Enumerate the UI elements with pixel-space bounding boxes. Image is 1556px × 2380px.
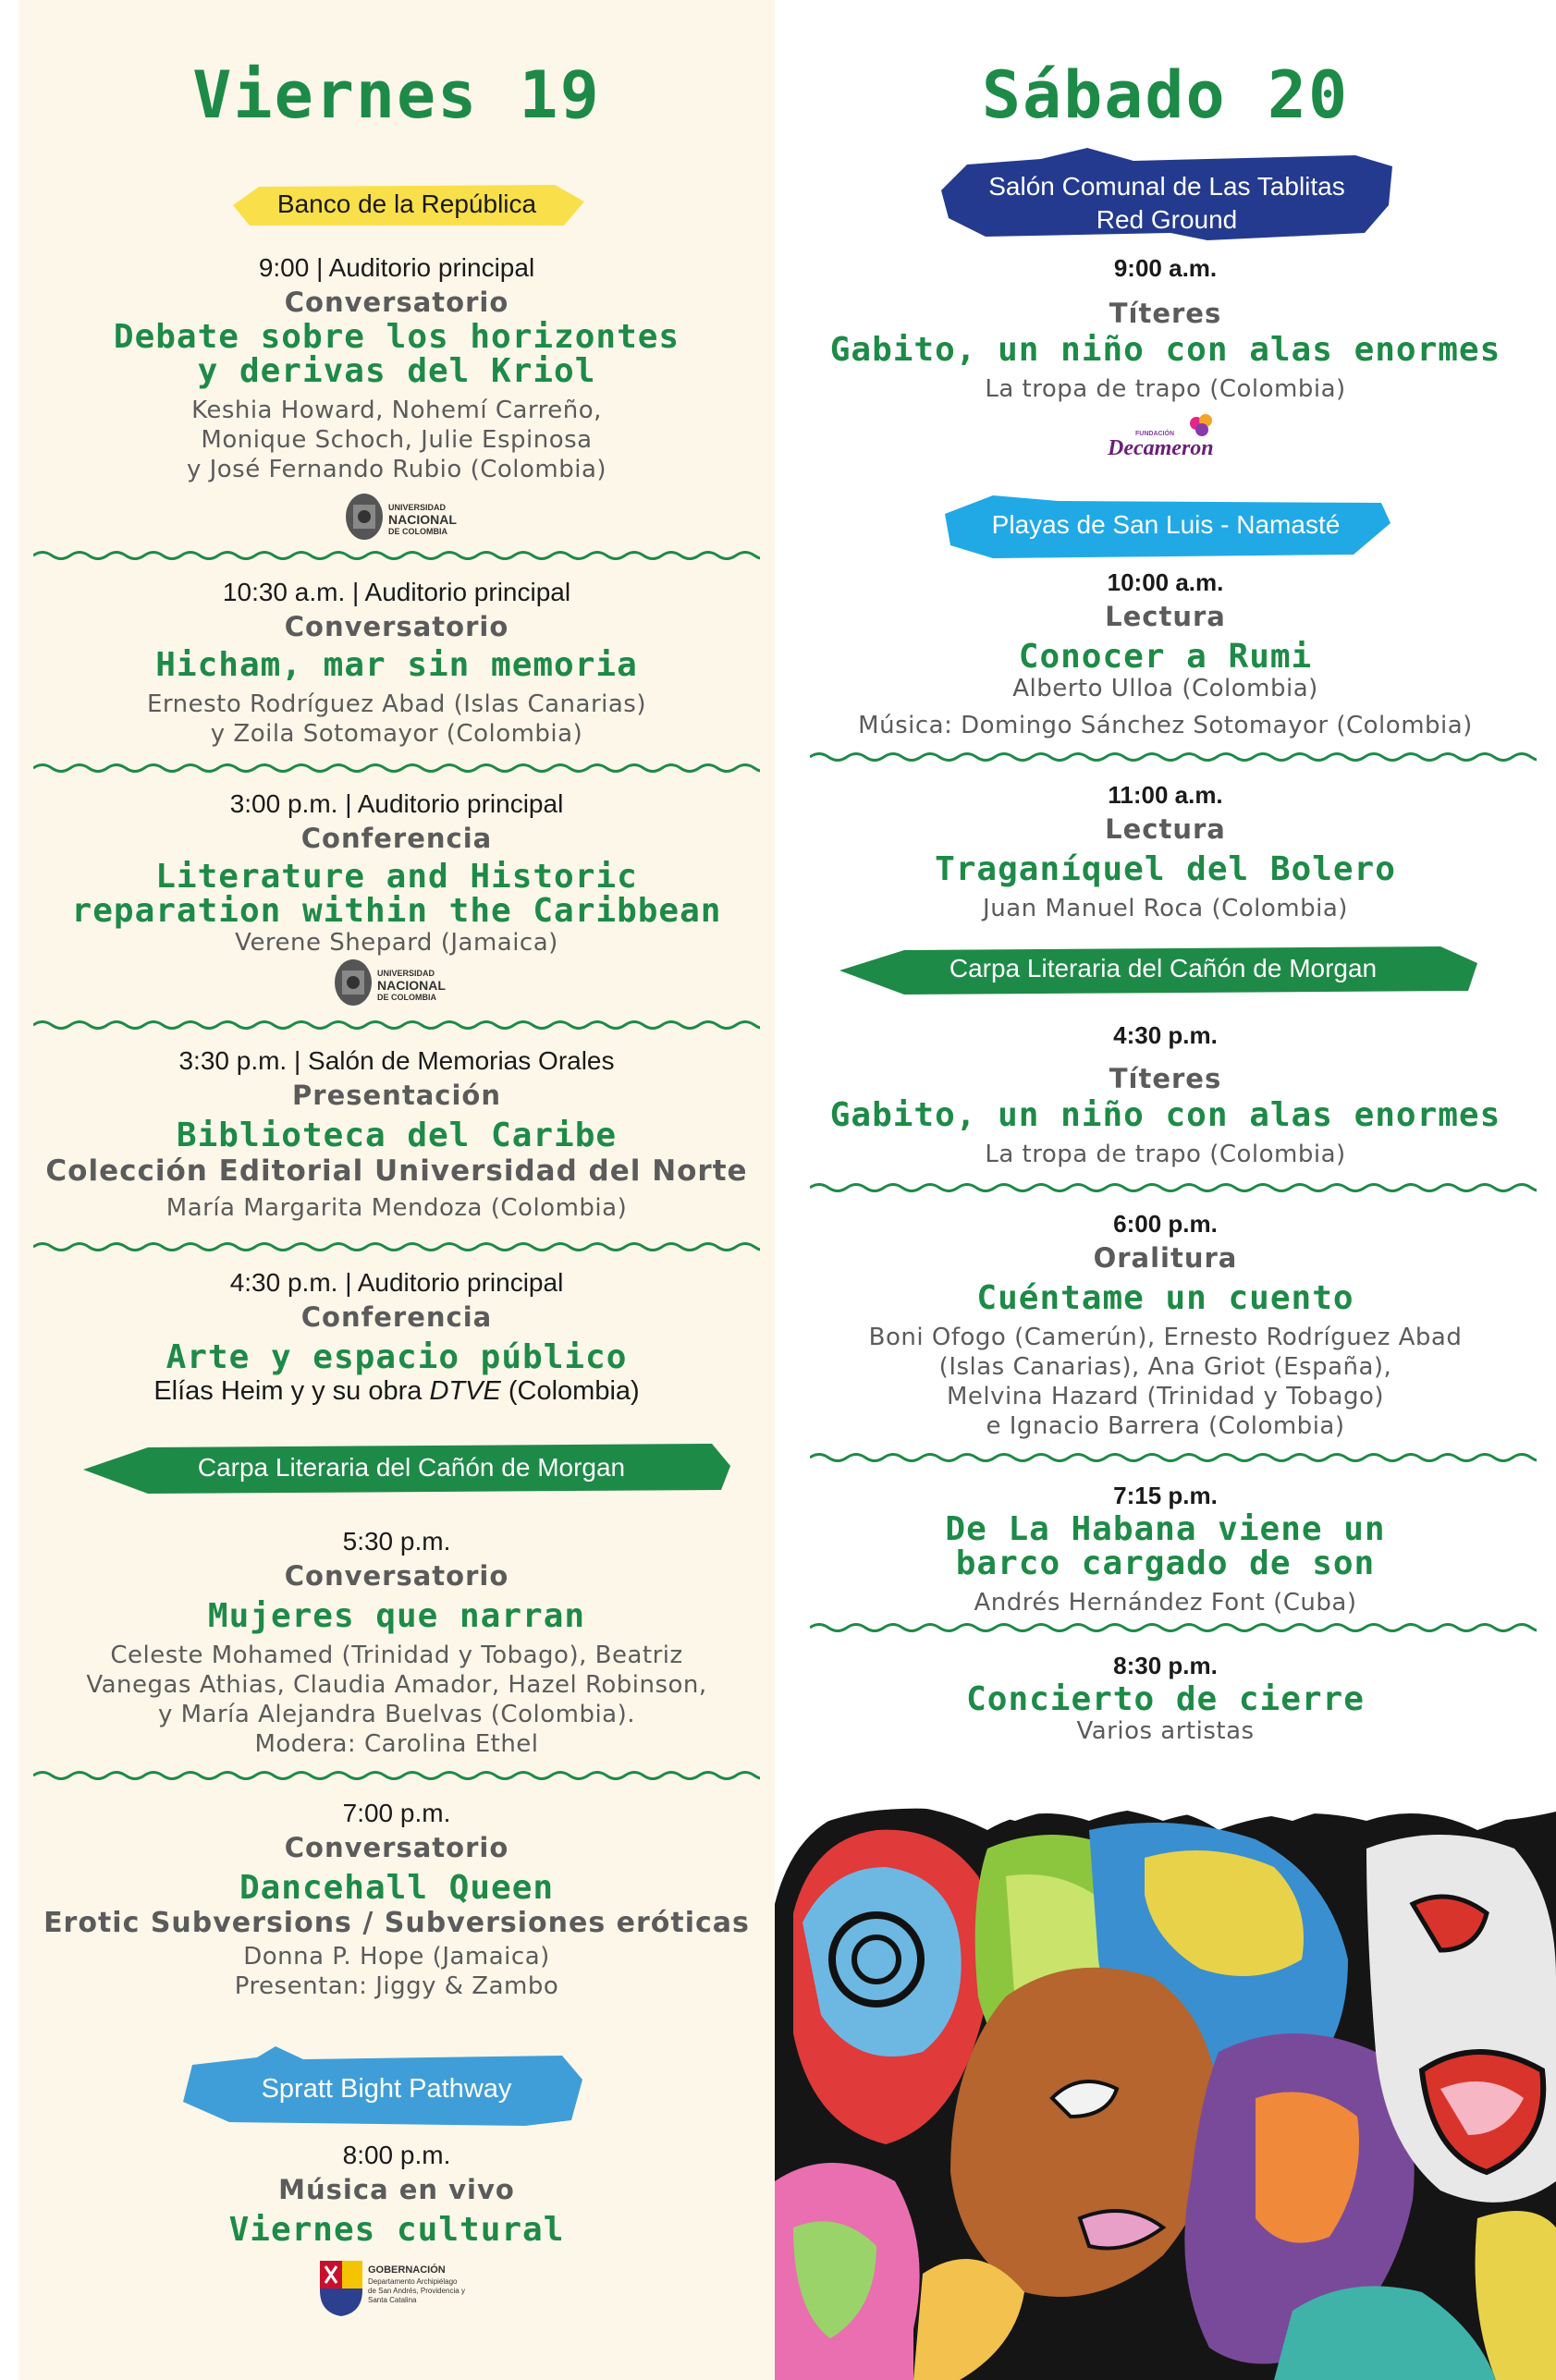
event-title: Gabito, un niño con alas enormes: [829, 1096, 1501, 1134]
event-people: Andrés Hernández Font (Cuba): [974, 1589, 1357, 1617]
people-text: Elías Heim y y su obra: [153, 1376, 430, 1406]
event-viernes-cultural: [18, 2139, 775, 2247]
venue-carpa-literaria: [83, 1438, 740, 1497]
event-time: 5:30 p.m.: [342, 1527, 451, 1556]
event-time: 9:00 a.m.: [1113, 254, 1218, 282]
event-mujeres-que-narran: [18, 1525, 775, 1759]
event-title: Concierto de cierre: [966, 1680, 1365, 1718]
logo-text: Santa Catalina: [368, 2296, 417, 2304]
event-time: 4:30 p.m.: [1113, 1021, 1218, 1049]
event-category: Lectura: [1105, 813, 1226, 845]
event-category: Conversatorio: [284, 287, 509, 318]
venue-label: Banco de la República: [276, 189, 537, 218]
event-category: Conferencia: [300, 1301, 493, 1333]
event-category: Conversatorio: [284, 1560, 509, 1592]
event-cuentame-cuento: [775, 1207, 1556, 1441]
event-category: Lectura: [1105, 601, 1226, 632]
divider-wave: [33, 1019, 760, 1031]
event-people: Vanegas Athias, Claudia Amador, Hazel Robinson,: [86, 1671, 707, 1699]
event-time: 6:00 p.m.: [1113, 1210, 1218, 1238]
event-time: 3:00 p.m. | Auditorio principal: [229, 789, 564, 818]
event-conocer-rumi: [775, 566, 1556, 740]
event-debate-kriol: [18, 251, 775, 484]
event-category: Conferencia: [300, 823, 493, 854]
event-people: La tropa de trapo (Colombia): [985, 1141, 1346, 1168]
friday-column: [18, 0, 775, 2380]
event-title: Literature and Historic: [155, 858, 638, 896]
event-category: Presentación: [292, 1080, 501, 1111]
venue-carpa-literaria: [839, 941, 1487, 998]
event-music: Música: Domingo Sánchez Sotomayor (Colombia): [858, 712, 1473, 739]
event-people: [18, 1374, 775, 1408]
event-title: Cuéntame un cuento: [976, 1279, 1354, 1317]
venue-label: Carpa Literaria del Cañón de Morgan: [949, 954, 1378, 983]
event-people: Ernesto Rodríguez Abad (Islas Canarias): [146, 690, 646, 718]
event-arte-espacio-publico: [18, 1266, 775, 1408]
event-people: Varios artistas: [1076, 1717, 1255, 1745]
event-time: 10:00 a.m.: [1107, 568, 1224, 596]
logo-text: NACIONAL: [388, 512, 457, 527]
event-title: De La Habana viene un: [945, 1510, 1386, 1548]
event-people: y María Alejandra Buelvas (Colombia).: [157, 1701, 636, 1728]
event-people: Verene Shepard (Jamaica): [235, 929, 558, 957]
logo-text: DE COLOMBIA: [388, 527, 447, 536]
event-category: Conversatorio: [284, 611, 509, 642]
event-gabito-morning: [775, 251, 1556, 404]
logo-text: UNIVERSIDAD: [377, 969, 435, 978]
venue-label: Spratt Bight Pathway: [261, 2074, 512, 2104]
event-people: La tropa de trapo (Colombia): [985, 375, 1346, 403]
event-title: Conocer a Rumi: [1018, 638, 1313, 676]
logo-universidad-nacional: [333, 958, 472, 1007]
event-title: Traganíquel del Bolero: [935, 850, 1396, 888]
event-hicham: [18, 576, 775, 749]
event-time: 3:30 p.m. | Salón de Memorias Orales: [178, 1046, 615, 1075]
event-subtitle: Colección Editorial Universidad del Norte: [45, 1154, 748, 1188]
venue-playas-san-luis: [937, 490, 1394, 564]
crest-icon: [333, 958, 374, 1007]
divider-wave: [33, 549, 760, 562]
event-people: Melvina Hazard (Trinidad y Tobago): [946, 1383, 1385, 1410]
logo-text: DE COLOMBIA: [377, 993, 436, 1002]
event-people: Boni Ofogo (Camerún), Ernesto Rodríguez Abad: [868, 1324, 1463, 1351]
event-time: 4:30 p.m. | Auditorio principal: [229, 1268, 564, 1297]
logo-gobernacion: [318, 2259, 503, 2318]
venue-spratt-bight: [174, 2046, 599, 2135]
event-people: Juan Manuel Roca (Colombia): [983, 895, 1348, 922]
logo-text: de San Andrés, Providencia y: [368, 2287, 465, 2295]
event-title: reparation within the Caribbean: [71, 892, 722, 930]
logo-text: NACIONAL: [377, 978, 446, 993]
day-title-friday: Viernes 19: [192, 57, 601, 133]
event-subtitle: Erotic Subversions / Subversiones eróticas: [43, 1907, 750, 1939]
event-people: María Margarita Mendoza (Colombia): [165, 1194, 628, 1222]
event-time: 10:30 a.m. | Auditorio principal: [222, 578, 571, 606]
divider-wave: [33, 762, 760, 775]
event-habana-barco: [775, 1479, 1556, 1617]
day-title-saturday: Sábado 20: [981, 57, 1350, 133]
coat-of-arms-icon: [318, 2259, 364, 2316]
event-time: 7:15 p.m.: [1113, 1482, 1218, 1509]
crest-icon: [344, 492, 385, 542]
logo-text: UNIVERSIDAD: [388, 503, 447, 512]
event-time: 9:00 | Auditorio principal: [258, 253, 535, 282]
event-traganiquel-bolero: [775, 778, 1556, 923]
event-biblioteca-caribe: [18, 1044, 775, 1223]
event-literature-reparation: [18, 787, 775, 958]
event-title: Mujeres que narran: [207, 1597, 586, 1635]
divider-wave: [810, 1451, 1537, 1464]
event-people: Presentan: Jiggy & Zambo: [234, 1972, 559, 2000]
divider-wave: [810, 1621, 1537, 1634]
event-gabito-afternoon: [775, 1019, 1556, 1169]
event-people: (Islas Canarias), Ana Griot (España),: [938, 1353, 1392, 1381]
divider-wave: [33, 1769, 760, 1782]
venue-salon-tablitas: [930, 144, 1403, 248]
event-title: Biblioteca del Caribe: [176, 1117, 618, 1154]
event-time: 7:00 p.m.: [342, 1799, 451, 1827]
divider-wave: [810, 751, 1537, 763]
event-category: Conversatorio: [284, 1832, 509, 1863]
work-title: DTVE: [429, 1376, 501, 1406]
venue-label: Playas de San Luis - Namasté: [991, 510, 1341, 539]
event-title: Debate sobre los horizontes: [113, 318, 680, 356]
venue-label: Salón Comunal de Las Tablitas: [988, 172, 1345, 201]
venue-label: Red Ground: [1096, 205, 1238, 234]
divider-wave: [810, 1181, 1537, 1194]
event-category: Música en vivo: [278, 2174, 515, 2205]
event-concierto-cierre: [775, 1649, 1556, 1746]
event-title: y derivas del Kriol: [197, 352, 596, 390]
venue-banco-republica: [222, 181, 592, 229]
logo-text: Departamento Archipiélago: [368, 2277, 458, 2286]
decorative-collage-art: [775, 1793, 1556, 2380]
event-people: Alberto Ulloa (Colombia): [1012, 675, 1318, 702]
event-people: Donna P. Hope (Jamaica): [243, 1943, 550, 1971]
event-dancehall-queen: [18, 1797, 775, 2001]
event-title: Gabito, un niño con alas enormes: [829, 331, 1501, 369]
event-title: barco cargado de son: [955, 1544, 1376, 1582]
event-category: Títeres: [1109, 1063, 1222, 1094]
event-people: Monique Schoch, Julie Espinosa: [201, 426, 593, 454]
event-people: y José Fernando Rubio (Colombia): [186, 456, 607, 483]
event-title: Dancehall Queen: [239, 1869, 555, 1907]
event-title: Arte y espacio público: [165, 1338, 628, 1376]
event-title: Viernes cultural: [228, 2211, 565, 2249]
saturday-column: [775, 0, 1556, 2380]
venue-label: Carpa Literaria del Cañón de Morgan: [197, 1453, 626, 1482]
logo-text: GOBERNACIÓN: [368, 2264, 446, 2276]
people-text: (Colombia): [500, 1376, 640, 1406]
event-category: Oralitura: [1093, 1242, 1238, 1274]
divider-wave: [33, 1240, 760, 1253]
event-people: y Zoila Sotomayor (Colombia): [210, 720, 583, 748]
event-people: Keshia Howard, Nohemí Carreño,: [191, 397, 602, 424]
logo-fundacion-decameron: [1108, 412, 1228, 462]
logo-text: Decameron: [1108, 436, 1214, 460]
event-title: Hicham, mar sin memoria: [155, 646, 638, 684]
event-people: Celeste Mohamed (Trinidad y Tobago), Beatriz: [110, 1642, 683, 1669]
logo-text: FUNDACIÓN: [1135, 431, 1174, 437]
logo-universidad-nacional: [344, 492, 483, 542]
event-time: 8:00 p.m.: [342, 2141, 451, 2169]
event-moderator: Modera: Carolina Ethel: [254, 1730, 539, 1758]
event-people: e Ignacio Barrera (Colombia): [986, 1412, 1345, 1440]
event-time: 11:00 a.m.: [1108, 781, 1223, 809]
event-time: 8:30 p.m.: [1113, 1652, 1218, 1679]
event-category: Títeres: [1109, 298, 1222, 329]
